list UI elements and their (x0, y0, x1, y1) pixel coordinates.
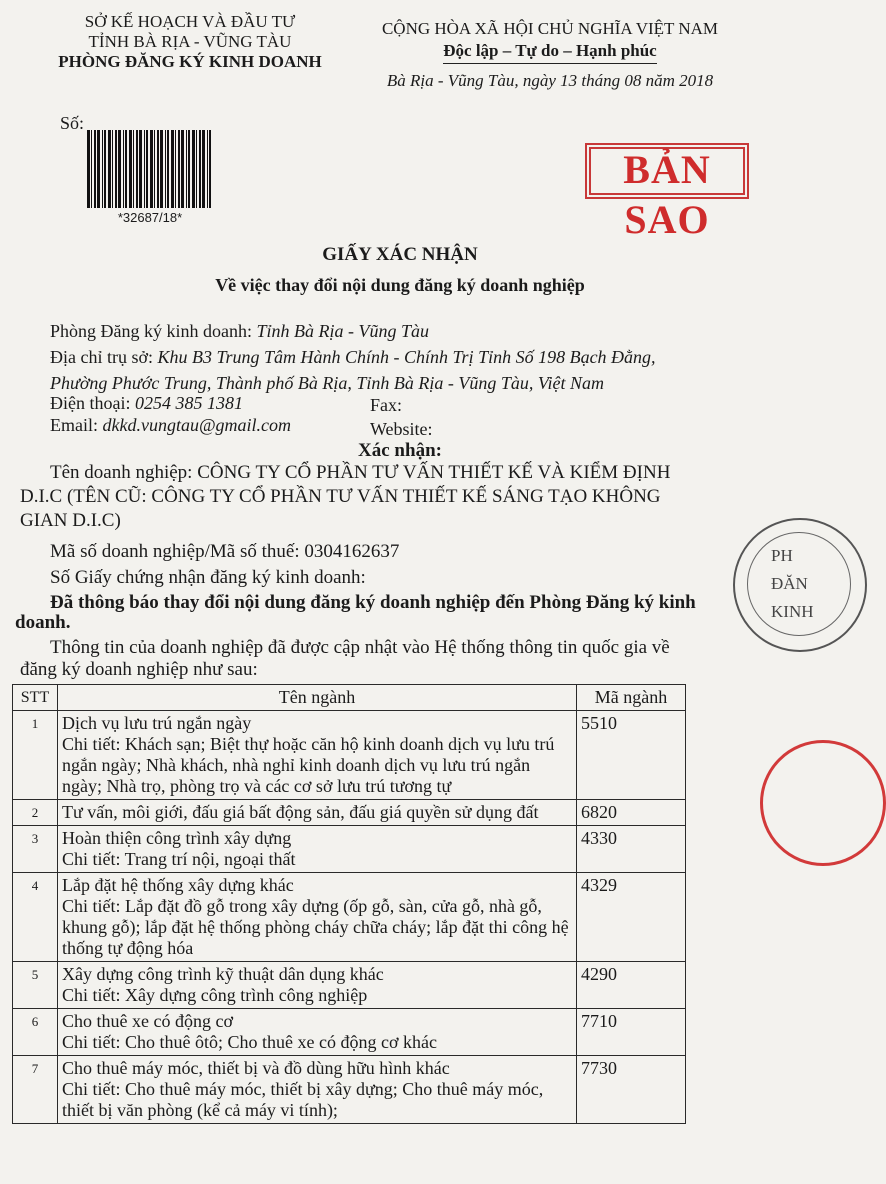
barcode-bar (202, 130, 205, 208)
row-name (58, 800, 577, 826)
barcode-bar (87, 130, 90, 208)
row-detail: Chi tiết: Lắp đặt đồ gỗ trong xây dựng (ốp gỗ, sàn, cửa gỗ, nhà gỗ, khung gỗ); lắp đặt hệ thống phòng cháy chữa cháy; lắp đặt thi công hệ thống tự động hóa (62, 896, 569, 958)
email-line (50, 414, 291, 436)
document-subtitle: Về việc thay đổi nội dung đăng ký doanh nghiệp (215, 275, 585, 295)
seal-text-3: KINH (771, 602, 814, 621)
row-title: Tư vấn, môi giới, đấu giá bất động sản, đấu giá quyền sử dụng đất (62, 802, 539, 822)
office-seal (733, 518, 867, 652)
cert-number: Số Giấy chứng nhận đăng ký kinh doanh: (50, 567, 366, 588)
national-header (355, 18, 745, 92)
barcode-bar (196, 130, 197, 208)
document-title: GIẤY XÁC NHẬN (322, 244, 478, 265)
row-code: 4330 (577, 826, 686, 873)
barcode-bar (129, 130, 132, 208)
row-name (58, 1009, 577, 1056)
barcode-bar (175, 130, 176, 208)
issuer-header (40, 12, 340, 72)
barcode-graphic (85, 130, 215, 208)
barcode-bar (102, 130, 103, 208)
barcode-bar (146, 130, 148, 208)
address-label: Địa chỉ trụ sở: (50, 347, 158, 367)
table-row (13, 800, 686, 826)
table-row (13, 1009, 686, 1056)
copy-stamp: BẢN SAO (585, 143, 749, 199)
row-stt: 6 (13, 1009, 58, 1056)
barcode-number: *32687/18* (117, 210, 183, 225)
barcode-bar (207, 130, 208, 208)
barcode-bar (186, 130, 187, 208)
company-name-line-3: GIAN D.I.C) (20, 510, 121, 531)
row-stt: 4 (13, 873, 58, 962)
table-row (13, 1056, 686, 1124)
row-stt: 5 (13, 962, 58, 1009)
national-motto: Độc lập – Tự do – Hạnh phúc (443, 40, 656, 64)
table-row (13, 873, 686, 962)
address-line-1 (50, 346, 656, 368)
row-title: Hoàn thiện công trình xây dựng (62, 828, 292, 848)
barcode-bar (171, 130, 174, 208)
barcode-bar (136, 130, 138, 208)
row-stt: 2 (13, 800, 58, 826)
company-name-line-2: D.I.C (TÊN CŨ: CÔNG TY CỔ PHẦN TƯ VẤN THIẾT KẾ SÁNG TẠO KHÔNG (20, 486, 661, 507)
document-date: Bà Rịa - Vũng Tàu, ngày 13 tháng 08 năm 2018 (386, 71, 714, 90)
issuer-line-2: TỈNH BÀ RỊA - VŨNG TÀU (88, 32, 292, 51)
seal-text-1: PH (771, 546, 793, 565)
barcode-bar (157, 130, 159, 208)
barcode-bar (125, 130, 127, 208)
col-header-code: Mã ngành (577, 685, 686, 711)
barcode-bar (91, 130, 92, 208)
fax-label: Fax: (370, 395, 403, 415)
barcode-bar (150, 130, 153, 208)
row-detail: Chi tiết: Trang trí nội, ngoại thất (62, 849, 296, 869)
row-title: Dịch vụ lưu trú ngắn ngày (62, 713, 252, 733)
tax-code: Mã số doanh nghiệp/Mã số thuế: 0304162637 (50, 541, 400, 562)
barcode-bar (181, 130, 184, 208)
issuer-line-3: PHÒNG ĐĂNG KÝ KINH DOANH (58, 52, 322, 71)
barcode-bar (160, 130, 163, 208)
table-row (13, 962, 686, 1009)
table-row (13, 826, 686, 873)
row-title: Xây dựng công trình kỹ thuật dân dụng khác (62, 964, 384, 984)
barcode-bar (209, 130, 211, 208)
barcode-bar (94, 130, 96, 208)
barcode-bar (97, 130, 100, 208)
row-code: 7710 (577, 1009, 686, 1056)
website-label: Website: (370, 419, 433, 439)
business-lines-table (12, 684, 686, 1124)
phone-label: Điện thoại: (50, 393, 135, 413)
row-name (58, 962, 577, 1009)
address-value-1: Khu B3 Trung Tâm Hành Chính - Chính Trị Tỉnh Số 198 Bạch Đằng, (157, 347, 656, 367)
address-line-2: Phường Phước Trung, Thành phố Bà Rịa, Tỉnh Bà Rịa - Vũng Tàu, Việt Nam (50, 373, 605, 393)
barcode-bar (188, 130, 190, 208)
company-name-line-1: Tên doanh nghiệp: CÔNG TY CỔ PHẦN TƯ VẤN THIẾT KẾ VÀ KIỂM ĐỊNH (50, 462, 671, 483)
row-code: 4290 (577, 962, 686, 1009)
row-detail: Chi tiết: Cho thuê máy móc, thiết bị xây dựng; Cho thuê máy móc, thiết bị văn phòng (kể cả máy vi tính); (62, 1079, 544, 1120)
row-stt: 7 (13, 1056, 58, 1124)
row-title: Cho thuê máy móc, thiết bị và đồ dùng hữu hình khác (62, 1058, 450, 1078)
email-value: dkkd.vungtau@gmail.com (102, 415, 292, 435)
barcode-bar (144, 130, 145, 208)
document-number-label: Số: (60, 113, 85, 133)
notice-line-1: Đã thông báo thay đổi nội dung đăng ký doanh nghiệp đến Phòng Đăng ký kinh (50, 592, 696, 613)
row-title: Cho thuê xe có động cơ (62, 1011, 233, 1031)
table-header-row (13, 685, 686, 711)
barcode-bar (133, 130, 134, 208)
row-code: 4329 (577, 873, 686, 962)
office-label: Phòng Đăng ký kinh doanh: (50, 321, 257, 341)
barcode-bar (167, 130, 169, 208)
confirm-heading: Xác nhận: (358, 440, 442, 461)
barcode-bar (104, 130, 106, 208)
seal-text-2: ĐĂN (771, 574, 808, 593)
row-name (58, 873, 577, 962)
office-value: Tỉnh Bà Rịa - Vũng Tàu (256, 321, 430, 341)
row-name (58, 826, 577, 873)
row-code: 6820 (577, 800, 686, 826)
red-seal (760, 740, 886, 866)
row-detail: Chi tiết: Xây dựng công trình công nghiệp (62, 985, 368, 1005)
col-header-name: Tên ngành (58, 685, 577, 711)
row-stt: 3 (13, 826, 58, 873)
barcode-bar (154, 130, 155, 208)
row-detail: Chi tiết: Khách sạn; Biệt thự hoặc căn hộ kinh doanh dịch vụ lưu trú ngắn ngày; Nhà khách, nhà nghỉ kinh doanh dịch vụ lưu trú ngắn ngày; Nhà trọ, phòng trọ và các cơ sở lưu trú tương tự (62, 734, 555, 796)
email-label: Email: (50, 415, 103, 435)
info-line-1: Thông tin của doanh nghiệp đã được cập nhật vào Hệ thống thông tin quốc gia về (50, 637, 670, 658)
row-code: 7730 (577, 1056, 686, 1124)
row-code: 5510 (577, 711, 686, 800)
office-line (50, 320, 429, 342)
national-title: CỘNG HÒA XÃ HỘI CHỦ NGHĨA VIỆT NAM (381, 19, 719, 38)
barcode-bar (123, 130, 124, 208)
row-name (58, 1056, 577, 1124)
barcode (85, 130, 215, 225)
row-name (58, 711, 577, 800)
barcode-bar (199, 130, 201, 208)
barcode-bar (112, 130, 113, 208)
barcode-bar (118, 130, 121, 208)
row-title: Lắp đặt hệ thống xây dựng khác (62, 875, 294, 895)
row-detail: Chi tiết: Cho thuê ôtô; Cho thuê xe có động cơ khác (62, 1032, 437, 1052)
barcode-bar (165, 130, 166, 208)
barcode-bar (108, 130, 111, 208)
info-line-2: đăng ký doanh nghiệp như sau: (20, 659, 258, 680)
phone-line (50, 392, 243, 414)
phone-value: 0254 385 1381 (134, 393, 243, 413)
notice-line-2: doanh. (15, 612, 71, 633)
barcode-bar (139, 130, 142, 208)
barcode-bar (178, 130, 180, 208)
issuer-line-1: SỞ KẾ HOẠCH VÀ ĐẦU TƯ (84, 12, 296, 31)
barcode-bar (115, 130, 117, 208)
col-header-stt: STT (13, 685, 58, 711)
row-stt: 1 (13, 711, 58, 800)
table-row (13, 711, 686, 800)
barcode-bar (192, 130, 195, 208)
